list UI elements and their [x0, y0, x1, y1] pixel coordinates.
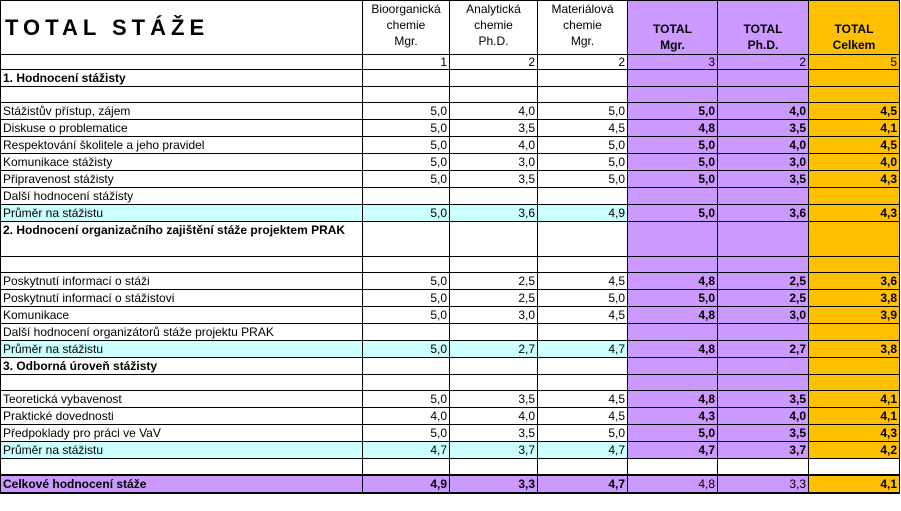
section-heading: 3. Odborná úroveň stážisty	[1, 358, 363, 375]
row-label: Celkové hodnocení stáže	[1, 475, 363, 493]
value-cell	[809, 257, 900, 273]
value-cell: 4,8	[628, 391, 718, 408]
value-cell: 4,7	[628, 442, 718, 459]
row-label: Průměr na stážistu	[1, 205, 363, 222]
value-cell	[363, 87, 450, 103]
value-cell: 5,0	[628, 137, 718, 154]
table-row	[1, 103, 900, 120]
table-row	[1, 307, 900, 324]
value-cell: 4,8	[628, 475, 718, 493]
value-cell: 3,7	[450, 442, 538, 459]
value-cell: 4,0	[450, 103, 538, 120]
value-cell: 4,5	[538, 408, 628, 425]
value-cell: 3,0	[718, 154, 809, 171]
value-cell	[718, 375, 809, 391]
row-label: Diskuse o problematice	[1, 120, 363, 137]
value-cell	[363, 459, 450, 476]
header-row	[1, 1, 900, 55]
table-row	[1, 137, 900, 154]
value-cell: 4,1	[809, 475, 900, 493]
value-cell: 4,5	[809, 103, 900, 120]
value-cell: 5,0	[363, 103, 450, 120]
value-cell	[538, 70, 628, 87]
value-cell: 3,5	[718, 425, 809, 442]
value-cell: 4,3	[809, 171, 900, 188]
row-label: Komunikace	[1, 307, 363, 324]
value-cell	[628, 70, 718, 87]
table-row	[1, 324, 900, 341]
section-heading-row	[1, 70, 900, 87]
table-row	[1, 120, 900, 137]
value-cell	[718, 257, 809, 273]
sheet-title: TOTAL STÁŽE	[1, 1, 363, 55]
value-cell: 3,5	[450, 171, 538, 188]
value-cell: 3,5	[718, 120, 809, 137]
value-cell	[718, 70, 809, 87]
table-row	[1, 391, 900, 408]
value-cell: 4,5	[538, 307, 628, 324]
value-cell	[363, 358, 450, 375]
value-cell: 3,5	[718, 391, 809, 408]
value-cell: 5,0	[628, 103, 718, 120]
value-cell	[450, 358, 538, 375]
value-cell	[718, 459, 809, 476]
value-cell	[628, 87, 718, 103]
value-cell	[718, 188, 809, 205]
value-cell	[809, 87, 900, 103]
value-cell: 4,1	[809, 120, 900, 137]
count-row	[1, 55, 900, 70]
value-cell: 3,5	[718, 171, 809, 188]
value-cell	[809, 324, 900, 341]
value-cell: 5,0	[363, 120, 450, 137]
value-cell	[718, 87, 809, 103]
value-cell: 4,5	[538, 391, 628, 408]
count-cell: 5	[809, 55, 900, 70]
value-cell	[363, 257, 450, 273]
value-cell	[538, 87, 628, 103]
value-cell: 3,6	[718, 205, 809, 222]
col-header-total-all: TOTAL Celkem	[809, 1, 900, 55]
value-cell: 4,7	[538, 475, 628, 493]
count-cell: 3	[628, 55, 718, 70]
value-cell: 5,0	[538, 290, 628, 307]
section-heading-row	[1, 222, 900, 257]
row-label: Připravenost stážisty	[1, 171, 363, 188]
row-label	[1, 55, 363, 70]
value-cell: 5,0	[363, 205, 450, 222]
value-cell: 4,1	[809, 408, 900, 425]
value-cell: 4,0	[718, 137, 809, 154]
value-cell: 5,0	[628, 171, 718, 188]
value-cell: 4,1	[809, 391, 900, 408]
value-cell	[809, 70, 900, 87]
value-cell: 3,0	[718, 307, 809, 324]
value-cell: 4,5	[538, 120, 628, 137]
value-cell: 4,9	[363, 475, 450, 493]
value-cell: 4,8	[628, 273, 718, 290]
value-cell: 3,5	[450, 391, 538, 408]
value-cell: 2,7	[718, 341, 809, 358]
value-cell: 4,2	[809, 442, 900, 459]
value-cell	[363, 324, 450, 341]
value-cell	[538, 222, 628, 257]
value-cell	[628, 358, 718, 375]
value-cell	[628, 257, 718, 273]
value-cell: 2,5	[718, 290, 809, 307]
value-cell	[538, 358, 628, 375]
value-cell	[809, 188, 900, 205]
value-cell	[363, 375, 450, 391]
grand-total-row	[1, 475, 900, 493]
row-label: Další hodnocení organizátorů stáže projektu PRAK	[1, 324, 363, 341]
value-cell	[538, 257, 628, 273]
value-cell: 5,0	[628, 425, 718, 442]
value-cell: 3,3	[450, 475, 538, 493]
value-cell: 2,7	[450, 341, 538, 358]
value-cell: 5,0	[363, 171, 450, 188]
value-cell: 5,0	[538, 425, 628, 442]
value-cell: 4,5	[538, 273, 628, 290]
average-row	[1, 205, 900, 222]
row-label: Respektování školitele a jeho pravidel	[1, 137, 363, 154]
section-heading: 1. Hodnocení stážisty	[1, 70, 363, 87]
row-label	[1, 459, 363, 476]
value-cell	[628, 324, 718, 341]
value-cell: 5,0	[628, 290, 718, 307]
value-cell	[809, 375, 900, 391]
value-cell: 4,5	[809, 137, 900, 154]
section-heading: 2. Hodnocení organizačního zajištění stáže projektem PRAK	[1, 222, 363, 257]
value-cell: 3,8	[809, 341, 900, 358]
row-label: Stážistův přístup, zájem	[1, 103, 363, 120]
value-cell: 5,0	[363, 273, 450, 290]
value-cell: 4,7	[538, 442, 628, 459]
value-cell: 3,7	[718, 442, 809, 459]
value-cell	[538, 459, 628, 476]
col-header-bioorganic: Bioorganická chemie Mgr.	[363, 1, 450, 55]
value-cell: 5,0	[363, 307, 450, 324]
col-header-total-phd: TOTAL Ph.D.	[718, 1, 809, 55]
value-cell: 4,0	[718, 103, 809, 120]
value-cell: 3,5	[450, 120, 538, 137]
value-cell: 4,0	[450, 137, 538, 154]
value-cell: 5,0	[538, 154, 628, 171]
row-label: Poskytnutí informací o stážistovi	[1, 290, 363, 307]
col-header-material: Materiálová chemie Mgr.	[538, 1, 628, 55]
value-cell: 4,3	[809, 425, 900, 442]
value-cell: 3,3	[718, 475, 809, 493]
value-cell	[450, 459, 538, 476]
value-cell	[363, 188, 450, 205]
value-cell: 3,6	[809, 273, 900, 290]
count-cell: 1	[363, 55, 450, 70]
value-cell	[450, 375, 538, 391]
count-cell: 2	[450, 55, 538, 70]
value-cell	[809, 358, 900, 375]
value-cell: 4,0	[809, 154, 900, 171]
value-cell	[538, 375, 628, 391]
value-cell	[450, 70, 538, 87]
table-row	[1, 408, 900, 425]
table-row	[1, 171, 900, 188]
count-cell: 2	[718, 55, 809, 70]
value-cell: 4,8	[628, 341, 718, 358]
value-cell	[450, 188, 538, 205]
table-row	[1, 188, 900, 205]
row-label	[1, 257, 363, 273]
value-cell: 3,0	[450, 307, 538, 324]
value-cell	[718, 324, 809, 341]
value-cell: 3,8	[809, 290, 900, 307]
value-cell: 4,0	[718, 408, 809, 425]
section-heading-row	[1, 358, 900, 375]
value-cell: 2,5	[450, 290, 538, 307]
value-cell: 4,0	[450, 408, 538, 425]
row-label: Předpoklady pro práci ve VaV	[1, 425, 363, 442]
value-cell: 2,5	[718, 273, 809, 290]
table-row	[1, 425, 900, 442]
value-cell: 5,0	[363, 290, 450, 307]
value-cell	[628, 188, 718, 205]
value-cell: 4,3	[809, 205, 900, 222]
row-label: Teoretická vybavenost	[1, 391, 363, 408]
value-cell: 4,7	[363, 442, 450, 459]
value-cell	[450, 222, 538, 257]
row-label: Průměr na stážistu	[1, 341, 363, 358]
value-cell: 5,0	[363, 391, 450, 408]
value-cell	[363, 70, 450, 87]
row-label	[1, 87, 363, 103]
value-cell	[628, 459, 718, 476]
value-cell: 5,0	[363, 425, 450, 442]
value-cell: 4,8	[628, 307, 718, 324]
value-cell	[718, 358, 809, 375]
table-row	[1, 154, 900, 171]
value-cell: 3,5	[450, 425, 538, 442]
value-cell: 4,7	[538, 341, 628, 358]
value-cell	[809, 459, 900, 476]
count-cell: 2	[538, 55, 628, 70]
value-cell: 5,0	[363, 137, 450, 154]
average-row	[1, 442, 900, 459]
value-cell: 4,9	[538, 205, 628, 222]
value-cell: 5,0	[628, 154, 718, 171]
row-label: Komunikace stážisty	[1, 154, 363, 171]
col-header-analytic: Analytická chemie Ph.D.	[450, 1, 538, 55]
value-cell: 5,0	[628, 205, 718, 222]
value-cell: 5,0	[538, 103, 628, 120]
row-label: Poskytnutí informací o stáži	[1, 273, 363, 290]
row-label: Další hodnocení stážisty	[1, 188, 363, 205]
value-cell: 4,8	[628, 120, 718, 137]
value-cell: 4,0	[363, 408, 450, 425]
value-cell	[538, 188, 628, 205]
value-cell: 3,6	[450, 205, 538, 222]
value-cell: 5,0	[363, 154, 450, 171]
value-cell: 5,0	[538, 137, 628, 154]
value-cell	[628, 375, 718, 391]
average-row	[1, 341, 900, 358]
value-cell: 2,5	[450, 273, 538, 290]
value-cell: 4,3	[628, 408, 718, 425]
value-cell: 5,0	[363, 341, 450, 358]
table-row	[1, 273, 900, 290]
row-label	[1, 375, 363, 391]
row-label: Průměr na stážistu	[1, 442, 363, 459]
value-cell	[718, 222, 809, 257]
value-cell	[450, 324, 538, 341]
value-cell: 3,9	[809, 307, 900, 324]
value-cell: 5,0	[538, 171, 628, 188]
value-cell	[450, 87, 538, 103]
value-cell	[628, 222, 718, 257]
value-cell	[363, 222, 450, 257]
row-label: Praktické dovednosti	[1, 408, 363, 425]
value-cell	[809, 222, 900, 257]
col-header-total-mgr: TOTAL Mgr.	[628, 1, 718, 55]
value-cell: 3,0	[450, 154, 538, 171]
value-cell	[538, 324, 628, 341]
value-cell	[450, 257, 538, 273]
table-row	[1, 290, 900, 307]
